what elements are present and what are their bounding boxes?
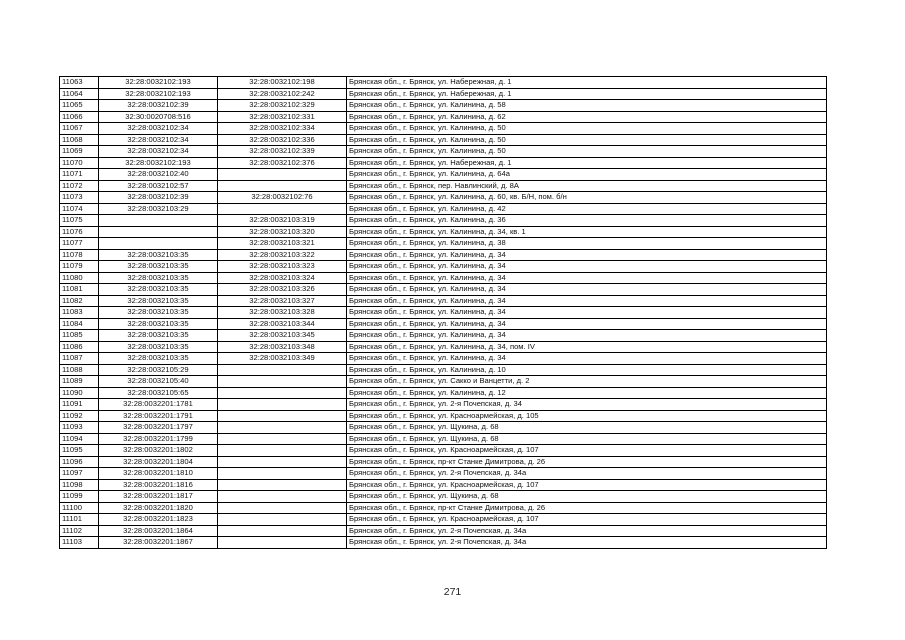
table-row: [60, 353, 827, 365]
table-row: [60, 525, 827, 537]
row-number-cell: 11066: [60, 111, 99, 123]
row-number-cell: 11079: [60, 261, 99, 273]
table-row: [60, 192, 827, 204]
object-cadastral-number-cell: [218, 537, 347, 549]
table-row: [60, 479, 827, 491]
cadastral-register-table: [59, 76, 827, 549]
land-cadastral-number-cell: 32:28:0032105:40: [99, 376, 218, 388]
row-number-cell: 11076: [60, 226, 99, 238]
object-cadastral-number-cell: [218, 422, 347, 434]
object-cadastral-number-cell: 32:28:0032103:321: [218, 238, 347, 250]
address-cell: Брянская обл., г. Брянск, ул. Калинина, д. 38: [347, 238, 827, 250]
table-row: [60, 468, 827, 480]
land-cadastral-number-cell: [99, 238, 218, 250]
address-cell: Брянская обл., г. Брянск, ул. Калинина, д. 12: [347, 387, 827, 399]
land-cadastral-number-cell: 32:28:0032103:35: [99, 295, 218, 307]
table-row: [60, 134, 827, 146]
address-cell: Брянская обл., г. Брянск, ул. Калинина, д. 60, кв. Б/Н, пом. б/н: [347, 192, 827, 204]
object-cadastral-number-cell: 32:28:0032103:324: [218, 272, 347, 284]
page-number: 271: [443, 586, 462, 598]
address-cell: Брянская обл., г. Брянск, ул. Калинина, д. 34: [347, 249, 827, 261]
object-cadastral-number-cell: [218, 364, 347, 376]
register-table-body: [60, 77, 827, 549]
address-cell: Брянская обл., г. Брянск, ул. Калинина, д. 50: [347, 146, 827, 158]
row-number-cell: 11097: [60, 468, 99, 480]
address-cell: Брянская обл., г. Брянск, ул. 2-я Почепская, д. 34а: [347, 468, 827, 480]
object-cadastral-number-cell: 32:28:0032103:319: [218, 215, 347, 227]
object-cadastral-number-cell: [218, 468, 347, 480]
object-cadastral-number-cell: 32:28:0032102:242: [218, 88, 347, 100]
address-cell: Брянская обл., г. Брянск, ул. Калинина, д. 34: [347, 307, 827, 319]
address-cell: Брянская обл., г. Брянск, ул. Набережная, д. 1: [347, 77, 827, 89]
table-row: [60, 318, 827, 330]
table-row: [60, 410, 827, 422]
table-row: [60, 238, 827, 250]
table-row: [60, 100, 827, 112]
table-row: [60, 226, 827, 238]
address-cell: Брянская обл., г. Брянск, ул. Калинина, д. 34: [347, 318, 827, 330]
land-cadastral-number-cell: 32:28:0032105:29: [99, 364, 218, 376]
table-row: [60, 491, 827, 503]
row-number-cell: 11077: [60, 238, 99, 250]
land-cadastral-number-cell: 32:28:0032103:29: [99, 203, 218, 215]
table-row: [60, 169, 827, 181]
row-number-cell: 11090: [60, 387, 99, 399]
row-number-cell: 11064: [60, 88, 99, 100]
row-number-cell: 11089: [60, 376, 99, 388]
address-cell: Брянская обл., г. Брянск, ул. Калинина, д. 34: [347, 330, 827, 342]
address-cell: Брянская обл., г. Брянск, ул. Сакко и Ванцетти, д. 2: [347, 376, 827, 388]
land-cadastral-number-cell: 32:28:0032102:34: [99, 134, 218, 146]
address-cell: Брянская обл., г. Брянск, ул. Калинина, д. 10: [347, 364, 827, 376]
land-cadastral-number-cell: 32:28:0032103:35: [99, 307, 218, 319]
table-row: [60, 203, 827, 215]
object-cadastral-number-cell: 32:28:0032103:327: [218, 295, 347, 307]
row-number-cell: 11095: [60, 445, 99, 457]
object-cadastral-number-cell: 32:28:0032102:339: [218, 146, 347, 158]
object-cadastral-number-cell: 32:28:0032103:320: [218, 226, 347, 238]
table-row: [60, 123, 827, 135]
row-number-cell: 11085: [60, 330, 99, 342]
address-cell: Брянская обл., г. Брянск, ул. Набережная, д. 1: [347, 88, 827, 100]
row-number-cell: 11096: [60, 456, 99, 468]
object-cadastral-number-cell: 32:28:0032103:326: [218, 284, 347, 296]
row-number-cell: 11100: [60, 502, 99, 514]
land-cadastral-number-cell: 32:28:0032102:34: [99, 146, 218, 158]
land-cadastral-number-cell: 32:28:0032201:1797: [99, 422, 218, 434]
table-row: [60, 537, 827, 549]
address-cell: Брянская обл., г. Брянск, ул. Калинина, д. 64а: [347, 169, 827, 181]
table-row: [60, 272, 827, 284]
row-number-cell: 11063: [60, 77, 99, 89]
table-row: [60, 249, 827, 261]
table-row: [60, 456, 827, 468]
row-number-cell: 11082: [60, 295, 99, 307]
address-cell: Брянская обл., г. Брянск, ул. Набережная, д. 1: [347, 157, 827, 169]
table-row: [60, 111, 827, 123]
row-number-cell: 11102: [60, 525, 99, 537]
land-cadastral-number-cell: 32:28:0032102:193: [99, 88, 218, 100]
land-cadastral-number-cell: 32:28:0032102:34: [99, 123, 218, 135]
object-cadastral-number-cell: [218, 445, 347, 457]
object-cadastral-number-cell: [218, 169, 347, 181]
table-row: [60, 422, 827, 434]
row-number-cell: 11080: [60, 272, 99, 284]
land-cadastral-number-cell: 32:28:0032201:1802: [99, 445, 218, 457]
table-row: [60, 261, 827, 273]
row-number-cell: 11084: [60, 318, 99, 330]
object-cadastral-number-cell: 32:28:0032103:322: [218, 249, 347, 261]
table-row: [60, 341, 827, 353]
object-cadastral-number-cell: [218, 203, 347, 215]
address-cell: Брянская обл., г. Брянск, ул. Красноармейская, д. 105: [347, 410, 827, 422]
object-cadastral-number-cell: [218, 387, 347, 399]
row-number-cell: 11091: [60, 399, 99, 411]
row-number-cell: 11093: [60, 422, 99, 434]
land-cadastral-number-cell: 32:28:0032102:39: [99, 100, 218, 112]
land-cadastral-number-cell: 32:28:0032103:35: [99, 272, 218, 284]
address-cell: Брянская обл., г. Брянск, ул. Щукина, д. 68: [347, 422, 827, 434]
land-cadastral-number-cell: 32:28:0032201:1791: [99, 410, 218, 422]
land-cadastral-number-cell: 32:28:0032102:57: [99, 180, 218, 192]
land-cadastral-number-cell: 32:28:0032103:35: [99, 341, 218, 353]
address-cell: Брянская обл., г. Брянск, ул. 2-я Почепская, д. 34а: [347, 525, 827, 537]
row-number-cell: 11069: [60, 146, 99, 158]
land-cadastral-number-cell: 32:28:0032201:1823: [99, 514, 218, 526]
row-number-cell: 11068: [60, 134, 99, 146]
address-cell: Брянская обл., г. Брянск, ул. Калинина, д. 34: [347, 295, 827, 307]
table-row: [60, 376, 827, 388]
row-number-cell: 11065: [60, 100, 99, 112]
row-number-cell: 11083: [60, 307, 99, 319]
row-number-cell: 11081: [60, 284, 99, 296]
address-cell: Брянская обл., г. Брянск, ул. Красноармейская, д. 107: [347, 445, 827, 457]
row-number-cell: 11103: [60, 537, 99, 549]
land-cadastral-number-cell: 32:28:0032201:1816: [99, 479, 218, 491]
object-cadastral-number-cell: [218, 514, 347, 526]
object-cadastral-number-cell: [218, 456, 347, 468]
address-cell: Брянская обл., г. Брянск, ул. 2-я Почепская, д. 34а: [347, 537, 827, 549]
object-cadastral-number-cell: 32:28:0032103:323: [218, 261, 347, 273]
address-cell: Брянская обл., г. Брянск, ул. Калинина, д. 50: [347, 123, 827, 135]
table-row: [60, 77, 827, 89]
row-number-cell: 11088: [60, 364, 99, 376]
address-cell: Брянская обл., г. Брянск, ул. Щукина, д. 68: [347, 491, 827, 503]
object-cadastral-number-cell: 32:28:0032103:344: [218, 318, 347, 330]
address-cell: Брянская обл., г. Брянск, ул. Калинина, д. 34: [347, 261, 827, 273]
land-cadastral-number-cell: 32:28:0032102:40: [99, 169, 218, 181]
land-cadastral-number-cell: [99, 226, 218, 238]
address-cell: Брянская обл., г. Брянск, ул. Калинина, д. 34: [347, 353, 827, 365]
object-cadastral-number-cell: 32:28:0032103:345: [218, 330, 347, 342]
land-cadastral-number-cell: [99, 215, 218, 227]
address-cell: Брянская обл., г. Брянск, ул. Калинина, д. 34: [347, 272, 827, 284]
table-row: [60, 330, 827, 342]
address-cell: Брянская обл., г. Брянск, пр-кт Станке Димитрова, д. 26: [347, 456, 827, 468]
row-number-cell: 11101: [60, 514, 99, 526]
land-cadastral-number-cell: 32:28:0032102:193: [99, 157, 218, 169]
address-cell: Брянская обл., г. Брянск, ул. Щукина, д. 68: [347, 433, 827, 445]
address-cell: Брянская обл., г. Брянск, ул. Калинина, д. 42: [347, 203, 827, 215]
address-cell: Брянская обл., г. Брянск, ул. Калинина, д. 36: [347, 215, 827, 227]
object-cadastral-number-cell: 32:28:0032102:376: [218, 157, 347, 169]
table-row: [60, 445, 827, 457]
address-cell: Брянская обл., г. Брянск, ул. Калинина, д. 58: [347, 100, 827, 112]
row-number-cell: 11098: [60, 479, 99, 491]
address-cell: Брянская обл., г. Брянск, ул. Красноармейская, д. 107: [347, 479, 827, 491]
land-cadastral-number-cell: 32:28:0032103:35: [99, 318, 218, 330]
object-cadastral-number-cell: [218, 376, 347, 388]
object-cadastral-number-cell: [218, 399, 347, 411]
row-number-cell: 11092: [60, 410, 99, 422]
object-cadastral-number-cell: 32:28:0032102:336: [218, 134, 347, 146]
land-cadastral-number-cell: 32:28:0032103:35: [99, 353, 218, 365]
land-cadastral-number-cell: 32:28:0032201:1799: [99, 433, 218, 445]
object-cadastral-number-cell: 32:28:0032103:348: [218, 341, 347, 353]
land-cadastral-number-cell: 32:28:0032201:1820: [99, 502, 218, 514]
land-cadastral-number-cell: 32:28:0032201:1864: [99, 525, 218, 537]
land-cadastral-number-cell: 32:30:0020708:516: [99, 111, 218, 123]
row-number-cell: 11074: [60, 203, 99, 215]
address-cell: Брянская обл., г. Брянск, ул. Красноармейская, д. 107: [347, 514, 827, 526]
table-row: [60, 364, 827, 376]
land-cadastral-number-cell: 32:28:0032103:35: [99, 330, 218, 342]
land-cadastral-number-cell: 32:28:0032105:65: [99, 387, 218, 399]
row-number-cell: 11071: [60, 169, 99, 181]
table-row: [60, 307, 827, 319]
row-number-cell: 11075: [60, 215, 99, 227]
table-row: [60, 387, 827, 399]
table-row: [60, 215, 827, 227]
table-row: [60, 502, 827, 514]
land-cadastral-number-cell: 32:28:0032102:193: [99, 77, 218, 89]
row-number-cell: 11086: [60, 341, 99, 353]
land-cadastral-number-cell: 32:28:0032201:1781: [99, 399, 218, 411]
row-number-cell: 11072: [60, 180, 99, 192]
row-number-cell: 11070: [60, 157, 99, 169]
row-number-cell: 11073: [60, 192, 99, 204]
row-number-cell: 11094: [60, 433, 99, 445]
object-cadastral-number-cell: 32:28:0032102:198: [218, 77, 347, 89]
object-cadastral-number-cell: [218, 525, 347, 537]
row-number-cell: 11099: [60, 491, 99, 503]
table-row: [60, 88, 827, 100]
object-cadastral-number-cell: [218, 502, 347, 514]
table-row: [60, 146, 827, 158]
object-cadastral-number-cell: [218, 433, 347, 445]
table-row: [60, 433, 827, 445]
table-row: [60, 514, 827, 526]
table-row: [60, 157, 827, 169]
address-cell: Брянская обл., г. Брянск, пер. Навлинский, д. 8А: [347, 180, 827, 192]
table-row: [60, 180, 827, 192]
land-cadastral-number-cell: 32:28:0032103:35: [99, 284, 218, 296]
land-cadastral-number-cell: 32:28:0032201:1867: [99, 537, 218, 549]
object-cadastral-number-cell: [218, 410, 347, 422]
address-cell: Брянская обл., г. Брянск, ул. Калинина, д. 34, кв. 1: [347, 226, 827, 238]
row-number-cell: 11067: [60, 123, 99, 135]
land-cadastral-number-cell: 32:28:0032201:1804: [99, 456, 218, 468]
object-cadastral-number-cell: 32:28:0032102:329: [218, 100, 347, 112]
object-cadastral-number-cell: [218, 491, 347, 503]
table-row: [60, 284, 827, 296]
table-row: [60, 295, 827, 307]
address-cell: Брянская обл., г. Брянск, ул. Калинина, д. 34: [347, 284, 827, 296]
object-cadastral-number-cell: 32:28:0032102:334: [218, 123, 347, 135]
object-cadastral-number-cell: [218, 180, 347, 192]
land-cadastral-number-cell: 32:28:0032103:35: [99, 249, 218, 261]
land-cadastral-number-cell: 32:28:0032201:1810: [99, 468, 218, 480]
address-cell: Брянская обл., г. Брянск, ул. Калинина, д. 50: [347, 134, 827, 146]
table-row: [60, 399, 827, 411]
address-cell: Брянская обл., г. Брянск, пр-кт Станке Димитрова, д. 26: [347, 502, 827, 514]
land-cadastral-number-cell: 32:28:0032103:35: [99, 261, 218, 273]
object-cadastral-number-cell: [218, 479, 347, 491]
object-cadastral-number-cell: 32:28:0032103:328: [218, 307, 347, 319]
address-cell: Брянская обл., г. Брянск, ул. Калинина, д. 34, пом. IV: [347, 341, 827, 353]
land-cadastral-number-cell: 32:28:0032102:39: [99, 192, 218, 204]
row-number-cell: 11087: [60, 353, 99, 365]
row-number-cell: 11078: [60, 249, 99, 261]
address-cell: Брянская обл., г. Брянск, ул. Калинина, д. 62: [347, 111, 827, 123]
object-cadastral-number-cell: 32:28:0032102:331: [218, 111, 347, 123]
address-cell: Брянская обл., г. Брянск, ул. 2-я Почепская, д. 34: [347, 399, 827, 411]
land-cadastral-number-cell: 32:28:0032201:1817: [99, 491, 218, 503]
object-cadastral-number-cell: 32:28:0032102:76: [218, 192, 347, 204]
object-cadastral-number-cell: 32:28:0032103:349: [218, 353, 347, 365]
